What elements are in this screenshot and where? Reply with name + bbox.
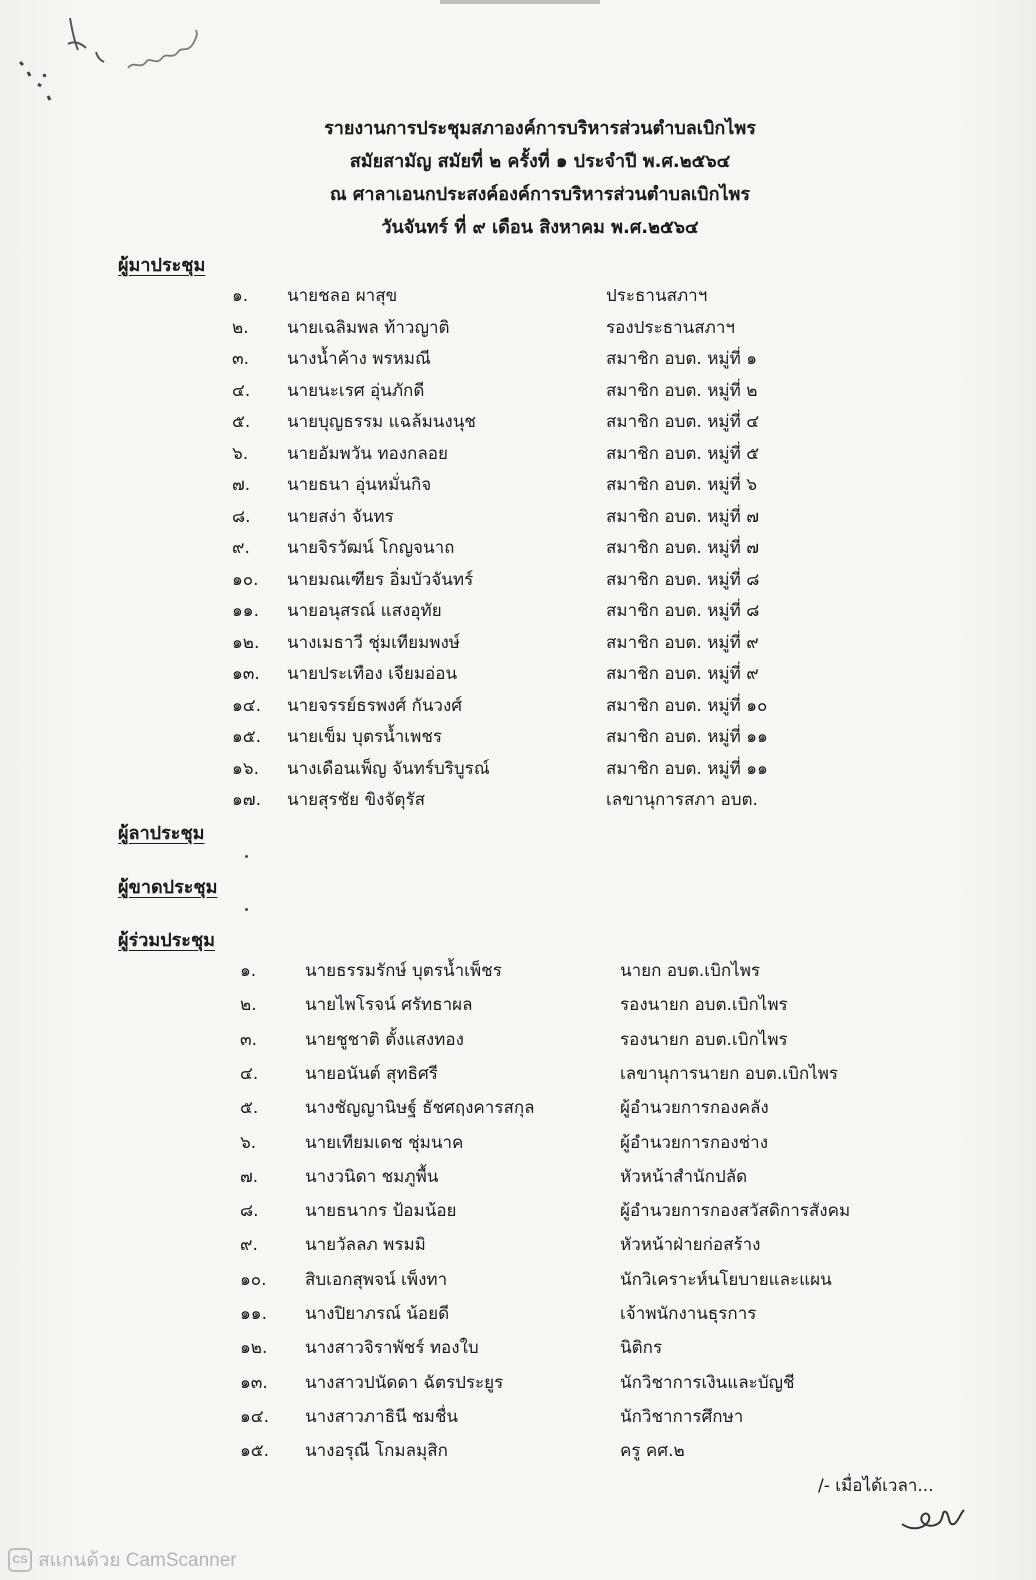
row-number: ๑๖. xyxy=(232,758,259,779)
header-venue: ณ ศาลาเอนกประสงค์องค์การบริหารส่วนตำบลเบิกไพร xyxy=(329,184,751,205)
person-name: นางวนิดา ชมภูพื้น xyxy=(305,1166,439,1187)
row-number: ๑๑. xyxy=(240,1304,267,1324)
row-number: ๙. xyxy=(232,538,250,558)
attendee-row xyxy=(0,660,1036,690)
person-position: ครู คศ.๒ xyxy=(620,1441,685,1462)
participant-row xyxy=(0,1094,1036,1124)
row-number: ๑๔. xyxy=(232,695,262,716)
row-number: ๕. xyxy=(240,1098,259,1119)
attendee-row xyxy=(0,755,1036,785)
document-header xyxy=(300,112,780,244)
participant-row xyxy=(0,1403,1036,1433)
empty-entry-dot xyxy=(245,908,248,911)
participant-row xyxy=(0,1334,1036,1364)
person-name: นายธนา อุ่นหมั่นกิจ xyxy=(287,475,432,495)
person-name: นางเดือนเพ็ญ จันทร์บริบูรณ์ xyxy=(287,758,490,779)
attendee-row xyxy=(0,503,1036,533)
row-number: ๓. xyxy=(240,1029,258,1050)
person-name: นายอัมพวัน ทองกลอย xyxy=(287,443,448,464)
attendee-row xyxy=(0,786,1036,816)
person-name: นางสาวปนัดดา ฉัตรประยูร xyxy=(305,1372,504,1393)
participant-row xyxy=(0,1437,1036,1467)
attendee-row xyxy=(0,471,1036,501)
person-position: หัวหน้าฝ่ายก่อสร้าง xyxy=(620,1235,761,1256)
attendee-row xyxy=(0,566,1036,596)
person-position: เลขานุการสภา อบต. xyxy=(606,790,758,810)
person-position: สมาชิก อบต. หมู่ที่ ๑๑ xyxy=(606,758,768,779)
row-number: ๑๕. xyxy=(240,1441,270,1462)
header-title: รายงานการประชุมสภาองค์การบริหารส่วนตำบลเบิกไพร xyxy=(324,118,756,139)
attendee-row xyxy=(0,597,1036,627)
participant-row xyxy=(0,1129,1036,1159)
row-number: ๑๔. xyxy=(240,1406,270,1427)
participant-row xyxy=(0,991,1036,1021)
person-position: ผู้อำนวยการกองคลัง xyxy=(620,1098,769,1119)
person-name: นายประเทือง เจียมอ่อน xyxy=(287,664,458,684)
participant-row xyxy=(0,1231,1036,1261)
attendee-row xyxy=(0,692,1036,722)
person-position: สมาชิก อบต. หมู่ที่ ๑๑ xyxy=(606,727,768,747)
person-name: นายจิรวัฒน์ โกญจนาถ xyxy=(287,538,455,558)
person-position: สมาชิก อบต. หมู่ที่ ๙ xyxy=(606,632,759,653)
page-top-shadow xyxy=(440,0,600,4)
attendee-row xyxy=(0,629,1036,659)
attendee-row xyxy=(0,408,1036,438)
row-number: ๒. xyxy=(232,317,249,338)
row-number: ๑๑. xyxy=(232,601,259,621)
participant-row xyxy=(0,1266,1036,1296)
handwritten-initials xyxy=(898,1500,968,1536)
absent-heading: ผู้ขาดประชุม xyxy=(118,877,218,898)
participants-heading: ผู้ร่วมประชุม xyxy=(118,930,216,951)
person-position: สมาชิก อบต. หมู่ที่ ๗ xyxy=(606,538,760,558)
person-position: ผู้อำนวยการกองช่าง xyxy=(620,1132,769,1153)
person-name: นายสง่า จันทร xyxy=(287,506,394,527)
person-name: นายวัลลภ พรมมิ xyxy=(305,1235,426,1256)
continuation-note: /- เมื่อได้เวลา... xyxy=(818,1476,934,1496)
attendees-heading: ผู้มาประชุม xyxy=(118,255,206,276)
participant-row xyxy=(0,1369,1036,1399)
person-name: นายจรรย์ธรพงศ์ กันวงศ์ xyxy=(287,695,463,716)
person-name: นางปิยาภรณ์ น้อยดี xyxy=(305,1304,450,1324)
row-number: ๘. xyxy=(232,506,251,527)
person-position: สมาชิก อบต. หมู่ที่ ๙ xyxy=(606,664,759,684)
attendee-row xyxy=(0,723,1036,753)
person-position: สมาชิก อบต. หมู่ที่ ๔ xyxy=(606,412,760,432)
row-number: ๑๐. xyxy=(240,1269,267,1290)
row-number: ๑. xyxy=(232,286,249,306)
person-position: สมาชิก อบต. หมู่ที่ ๒ xyxy=(606,380,758,401)
row-number: ๔. xyxy=(240,1063,259,1084)
person-position: สมาชิก อบต. หมู่ที่ ๑ xyxy=(606,349,758,369)
person-name: นายอนุสรณ์ แสงอุทัย xyxy=(287,601,442,621)
person-position: นายก อบต.เบิกไพร xyxy=(620,961,761,981)
person-position: หัวหน้าสำนักปลัด xyxy=(620,1166,748,1187)
header-session: สมัยสามัญ สมัยที่ ๒ ครั้งที่ ๑ ประจำปี พ.ศ.๒๕๖๔ xyxy=(349,151,731,172)
person-position: นักวิเคราะห์นโยบายและแผน xyxy=(620,1269,832,1290)
person-position: รองประธานสภาฯ xyxy=(606,317,735,338)
row-number: ๖. xyxy=(240,1132,257,1153)
row-number: ๑๓. xyxy=(240,1372,268,1393)
person-name: นายชลอ ผาสุข xyxy=(287,286,398,306)
person-position: เลขานุการนายก อบต.เบิกไพร xyxy=(620,1063,839,1084)
person-name: นายเทียมเดช ชุ่มนาค xyxy=(305,1132,464,1153)
person-name: นายนะเรศ อุ่นภักดี xyxy=(287,380,425,401)
person-name: นางสาวภาธินี ชมชื่น xyxy=(305,1406,458,1427)
row-number: ๗. xyxy=(232,475,251,495)
person-name: นางสาวจิราพัชร์ ทองใบ xyxy=(305,1338,479,1359)
person-position: ผู้อำนวยการกองสวัสดิการสังคม xyxy=(620,1201,851,1222)
camscanner-logo-icon: CS xyxy=(8,1548,32,1572)
row-number: ๙. xyxy=(240,1235,258,1256)
row-number: ๑๗. xyxy=(232,790,261,810)
row-number: ๖. xyxy=(232,443,249,464)
person-position: สมาชิก อบต. หมู่ที่ ๘ xyxy=(606,601,760,621)
person-name: นายธนากร ป้อมน้อย xyxy=(305,1201,457,1222)
person-position: ประธานสภาฯ xyxy=(606,286,708,306)
row-number: ๒. xyxy=(240,995,257,1016)
person-name: นายไพโรจน์ ศรัทธาผล xyxy=(305,995,473,1016)
person-name: นายสุรชัย ขิงจัตุรัส xyxy=(287,790,425,810)
person-position: นักวิชาการศึกษา xyxy=(620,1406,744,1427)
person-name: นางน้ำค้าง พรหมณี xyxy=(287,349,431,369)
attendee-row xyxy=(0,345,1036,375)
person-position: นักวิชาการเงินและบัญชี xyxy=(620,1372,795,1393)
person-name: นายเข็ม บุตรน้ำเพชร xyxy=(287,727,442,747)
person-name: นายมณเฑียร อิ่มบัวจันทร์ xyxy=(287,569,474,590)
participant-row xyxy=(0,1197,1036,1227)
person-name: นายเฉลิมพล ท้าวญาติ xyxy=(287,317,450,338)
attendee-row xyxy=(0,282,1036,312)
person-position: นิติกร xyxy=(620,1338,663,1359)
person-name: นายอนันต์ สุทธิศรี xyxy=(305,1063,438,1084)
person-position: สมาชิก อบต. หมู่ที่ ๗ xyxy=(606,506,760,527)
person-position: สมาชิก อบต. หมู่ที่ ๑๐ xyxy=(606,695,768,716)
person-name: นางชัญญานิษฐ์ ธัชศฤงคารสกุล xyxy=(305,1098,535,1119)
header-date: วันจันทร์ ที่ ๙ เดือน สิงหาคม พ.ศ.๒๕๖๔ xyxy=(381,217,699,238)
person-position: รองนายก อบต.เบิกไพร xyxy=(620,1029,788,1050)
row-number: ๘. xyxy=(240,1201,259,1222)
participant-row xyxy=(0,1026,1036,1056)
row-number: ๑๒. xyxy=(232,632,260,653)
camscanner-text: สแกนด้วย CamScanner xyxy=(38,1550,237,1571)
person-name: สิบเอกสุพจน์ เพ็งทา xyxy=(305,1269,448,1290)
person-name: นางเมธาวี ชุ่มเทียมพงษ์ xyxy=(287,632,460,653)
row-number: ๑๐. xyxy=(232,569,259,590)
person-position: สมาชิก อบต. หมู่ที่ ๘ xyxy=(606,569,760,590)
handwritten-scribble xyxy=(8,10,218,110)
person-name: นายบุญธรรม แฉล้มนงนุช xyxy=(287,412,476,432)
row-number: ๔. xyxy=(232,380,251,401)
participant-row xyxy=(0,1300,1036,1330)
person-position: รองนายก อบต.เบิกไพร xyxy=(620,995,788,1016)
person-position: สมาชิก อบต. หมู่ที่ ๕ xyxy=(606,443,760,464)
attendee-row xyxy=(0,440,1036,470)
row-number: ๑. xyxy=(240,961,257,981)
empty-entry-dot xyxy=(245,855,248,858)
row-number: ๑๒. xyxy=(240,1338,268,1359)
absent-leave-heading: ผู้ลาประชุม xyxy=(118,823,205,844)
attendee-row xyxy=(0,314,1036,344)
participant-row xyxy=(0,1060,1036,1090)
person-name: นายธรรมรักษ์ บุตรน้ำเพ็ชร xyxy=(305,961,502,981)
person-position: สมาชิก อบต. หมู่ที่ ๖ xyxy=(606,475,758,495)
attendee-row xyxy=(0,377,1036,407)
person-position: เจ้าพนักงานธุรการ xyxy=(620,1304,757,1324)
participant-row xyxy=(0,957,1036,987)
person-name: นางอรุณี โกมลมุสิก xyxy=(305,1441,448,1462)
row-number: ๑๓. xyxy=(232,664,260,684)
row-number: ๓. xyxy=(232,349,250,369)
row-number: ๕. xyxy=(232,412,251,432)
person-name: นายชูชาติ ตั้งแสงทอง xyxy=(305,1029,464,1050)
participant-row xyxy=(0,1163,1036,1193)
camscanner-watermark xyxy=(8,1546,237,1574)
attendee-row xyxy=(0,534,1036,564)
row-number: ๑๕. xyxy=(232,727,262,747)
row-number: ๗. xyxy=(240,1166,259,1187)
